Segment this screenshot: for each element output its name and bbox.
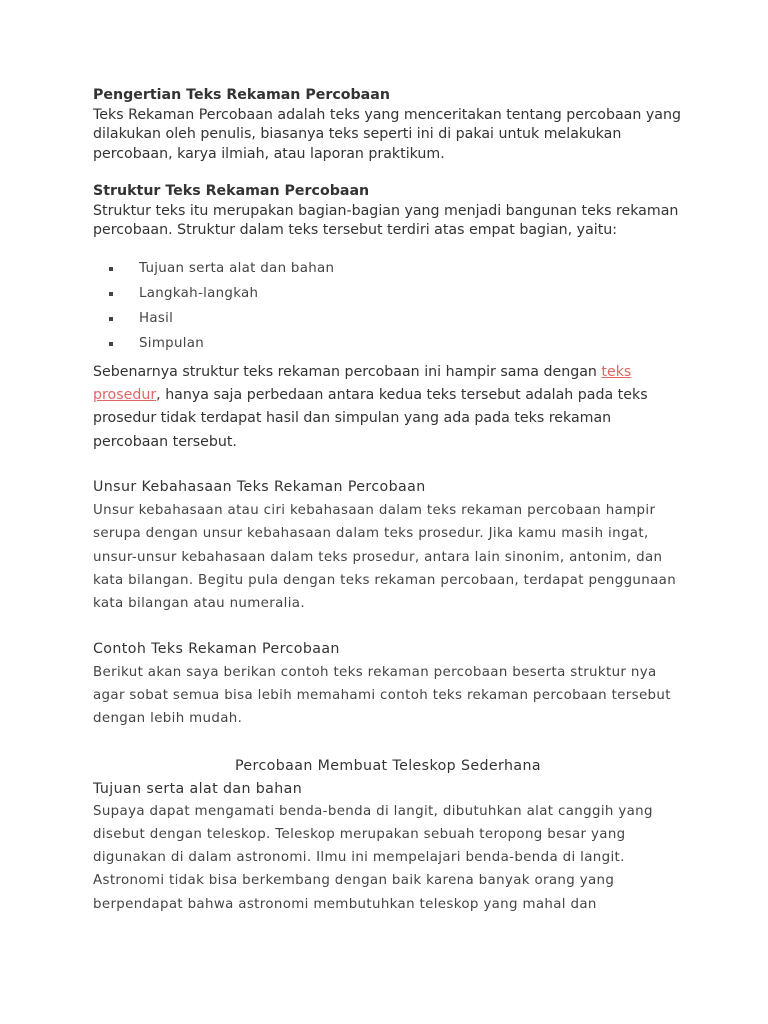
experiment-subheading: Tujuan serta alat dan bahan bbox=[93, 780, 303, 797]
bullet-icon bbox=[109, 317, 113, 321]
structure-list bbox=[93, 256, 683, 356]
comparison-paragraph: Sebenarnya struktur teks rekaman percobaan ini hampir sama dengan teks prosedur, hanya saja perbedaan antara kedua teks tersebut adalah pada teks prosedur tidak terdapat hasil dan simpulan yang ada pada teks rekaman percobaan tersebut. bbox=[93, 363, 648, 450]
bullet-icon bbox=[109, 267, 113, 271]
experiment-title: Percobaan Membuat Teleskop Sederhana bbox=[234, 757, 541, 774]
list-item: Simpulan bbox=[93, 331, 683, 356]
example-body: Berikut akan saya berikan contoh teks rekaman percobaan beserta struktur nya agar sobat semua bisa lebih memahami contoh teks rekaman percobaan tersebut dengan lebih mudah. bbox=[93, 664, 671, 727]
example-section bbox=[93, 638, 683, 731]
intro-heading: Pengertian Teks Rekaman Percobaan bbox=[93, 87, 390, 103]
structure-section bbox=[93, 182, 683, 241]
intro-body: Teks Rekaman Percobaan adalah teks yang menceritakan tentang percobaan yang dilakukan oleh penulis, biasanya teks seperti ini di pakai untuk melakukan percobaan, karya ilmiah, atau laporan praktikum. bbox=[93, 106, 681, 162]
language-section bbox=[93, 476, 683, 615]
list-item: Tujuan serta alat dan bahan bbox=[93, 256, 683, 281]
structure-heading: Struktur Teks Rekaman Percobaan bbox=[93, 183, 370, 199]
intro-section bbox=[93, 86, 683, 164]
experiment-body: Supaya dapat mengamati benda-benda di langit, dibutuhkan alat canggih yang disebut dengan teleskop. Teleskop merupakan sebuah teropong besar yang digunakan di dalam astronomi. Ilmu ini mempelajari benda-benda di langit. Astronomi tidak bisa berkembang dengan baik karena banyak orang yang berpendapat bahwa astronomi membutuhkan teleskop yang mahal dan bbox=[93, 803, 653, 912]
bullet-icon bbox=[109, 292, 113, 296]
teks-prosedur-link[interactable]: teks prosedur bbox=[93, 363, 632, 403]
list-item: Hasil bbox=[93, 306, 683, 331]
document-page bbox=[93, 86, 683, 916]
language-body: Unsur kebahasaan atau ciri kebahasaan dalam teks rekaman percobaan hampir serupa dengan unsur kebahasaan dalam teks prosedur. Jika kamu masih ingat, unsur-unsur kebahasaan dalam teks prosedur, antara lain sinonim, antonim, dan kata bilangan. Begitu pula dengan teks rekaman percobaan, terdapat penggunaan kata bilangan atau numeralia. bbox=[93, 503, 677, 612]
example-heading: Contoh Teks Rekaman Percobaan bbox=[93, 640, 340, 657]
structure-body: Struktur teks itu merupakan bagian-bagian yang menjadi bangunan teks rekaman percobaan. Struktur dalam teks tersebut terdiri atas empat bagian, yaitu: bbox=[93, 202, 679, 238]
bullet-icon bbox=[109, 342, 113, 346]
language-heading: Unsur Kebahasaan Teks Rekaman Percobaan bbox=[93, 479, 426, 496]
list-item: Langkah-langkah bbox=[93, 281, 683, 306]
